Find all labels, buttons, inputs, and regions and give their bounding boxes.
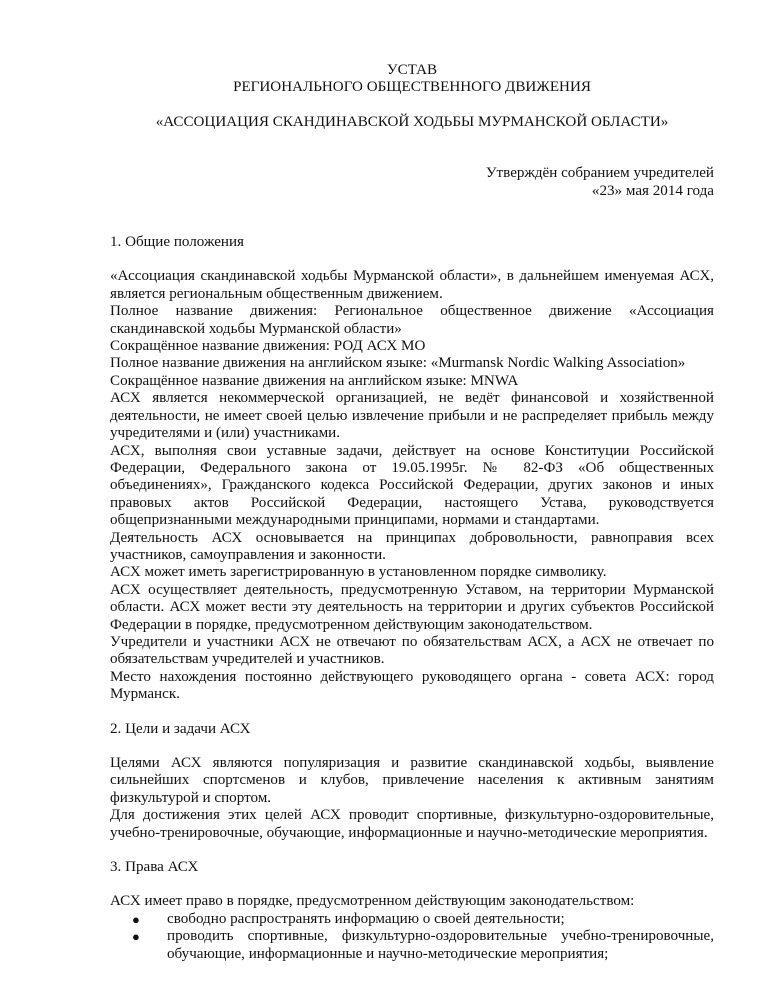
section-2-paragraph: Для достижения этих целей АСХ проводит спортивные, физкультурно-оздоровительные, учебно-тренировочные, обучающие, информационные и научно-методические мероприятия.	[110, 807, 714, 841]
list-item	[110, 911, 714, 928]
bullet-icon: ●	[132, 911, 140, 927]
approval-line-1: Утверждён собранием учредителей	[485, 165, 714, 182]
section-1-paragraph: Сокращённое название движения: РОД АСХ МО	[110, 338, 426, 355]
list-item-text: свободно распространять информацию о своей деятельности;	[167, 910, 565, 927]
list-item-text: проводить спортивные, физкультурно-оздоровительные учебно-тренировочные, обучающие, информационные и научно-методические мероприятия;	[167, 928, 714, 962]
title-line-movement: РЕГИОНАЛЬНОГО ОБЩЕСТВЕННОГО ДВИЖЕНИЯ	[233, 79, 591, 96]
approval-line-2: «23» мая 2014 года	[591, 182, 714, 199]
section-1-paragraph: Деятельность АСХ основывается на принципах добровольности, равноправия всех участников, самоуправления и законности.	[110, 529, 714, 563]
rights-list	[110, 911, 714, 963]
section-1-paragraph: АСХ может иметь зарегистрированную в установленном порядке символику.	[110, 564, 607, 581]
section-3-intro: АСХ имеет право в порядке, предусмотренном действующим законодательством:	[110, 893, 635, 910]
organization-name: «АССОЦИАЦИЯ СКАНДИНАВСКОЙ ХОДЬБЫ МУРМАНСКОЙ ОБЛАСТИ»	[155, 113, 669, 130]
section-1-heading: 1. Общие положения	[110, 234, 245, 251]
approval-note	[110, 165, 714, 200]
section-1-paragraph: Полное название движения на английском языке: «Murmansk Nordic Walking Association»	[110, 355, 686, 372]
section-1-paragraph: Учредители и участники АСХ не отвечают по обязательствам АСХ, а АСХ не отвечает по обязательствам учредителей и участников.	[110, 633, 714, 668]
bullet-icon: ●	[132, 929, 140, 945]
section-1-paragraph: Полное название движения: Региональное общественное движение «Ассоциация скандинавской ходьбы Мурманской области»	[110, 303, 714, 337]
document-title	[110, 62, 714, 97]
section-1-paragraph: АСХ является некоммерческой организацией, не ведёт финансовой и хозяйственной деятельности, не имеет своей целью извлечение прибыли и не распределяет прибыль между учредителями и (или) участниками.	[110, 390, 714, 442]
section-2-heading: 2. Цели и задачи АСХ	[110, 720, 251, 737]
document-page	[110, 62, 714, 963]
list-item	[110, 928, 714, 963]
section-1-paragraph: Место нахождения постоянно действующего руководящего органа - совета АСХ: город Мурманск.	[110, 668, 714, 703]
section-1-paragraph: АСХ, выполняя свои уставные задачи, действует на основе Конституции Российской Федерации, Федерального закона от 19.05.1995г. № 82-ФЗ «Об общественных объединениях», Гражданского кодекса Российской Федерации, других законов и иных правовых актов Российской Федерации, настоящего Устава, руководствуется общепризнанными международными принципами, нормами и стандартами.	[110, 442, 714, 529]
section-1-paragraph: Сокращённое название движения на английском языке: MNWA	[110, 372, 519, 389]
section-2-body	[110, 755, 714, 842]
section-1-paragraph: «Ассоциация скандинавской ходьбы Мурманской области», в дальнейшем именуемая АСХ, является региональным общественным движением.	[110, 268, 714, 302]
section-2-paragraph: Целями АСХ являются популяризация и развитие скандинавской ходьбы, выявление сильнейших спортсменов и клубов, привлечение населения к активным занятиям физкультурой и спортом.	[110, 755, 714, 806]
section-3-heading: 3. Права АСХ	[110, 859, 199, 876]
section-1-paragraph: АСХ осуществляет деятельность, предусмотренную Уставом, на территории Мурманской области. АСХ может вести эту деятельность на территории и других субъектов Российской Федерации в порядке, предусмотренном действующим законодательством.	[110, 581, 714, 633]
title-line-charter: УСТАВ	[386, 62, 438, 78]
section-1-body	[110, 268, 714, 703]
